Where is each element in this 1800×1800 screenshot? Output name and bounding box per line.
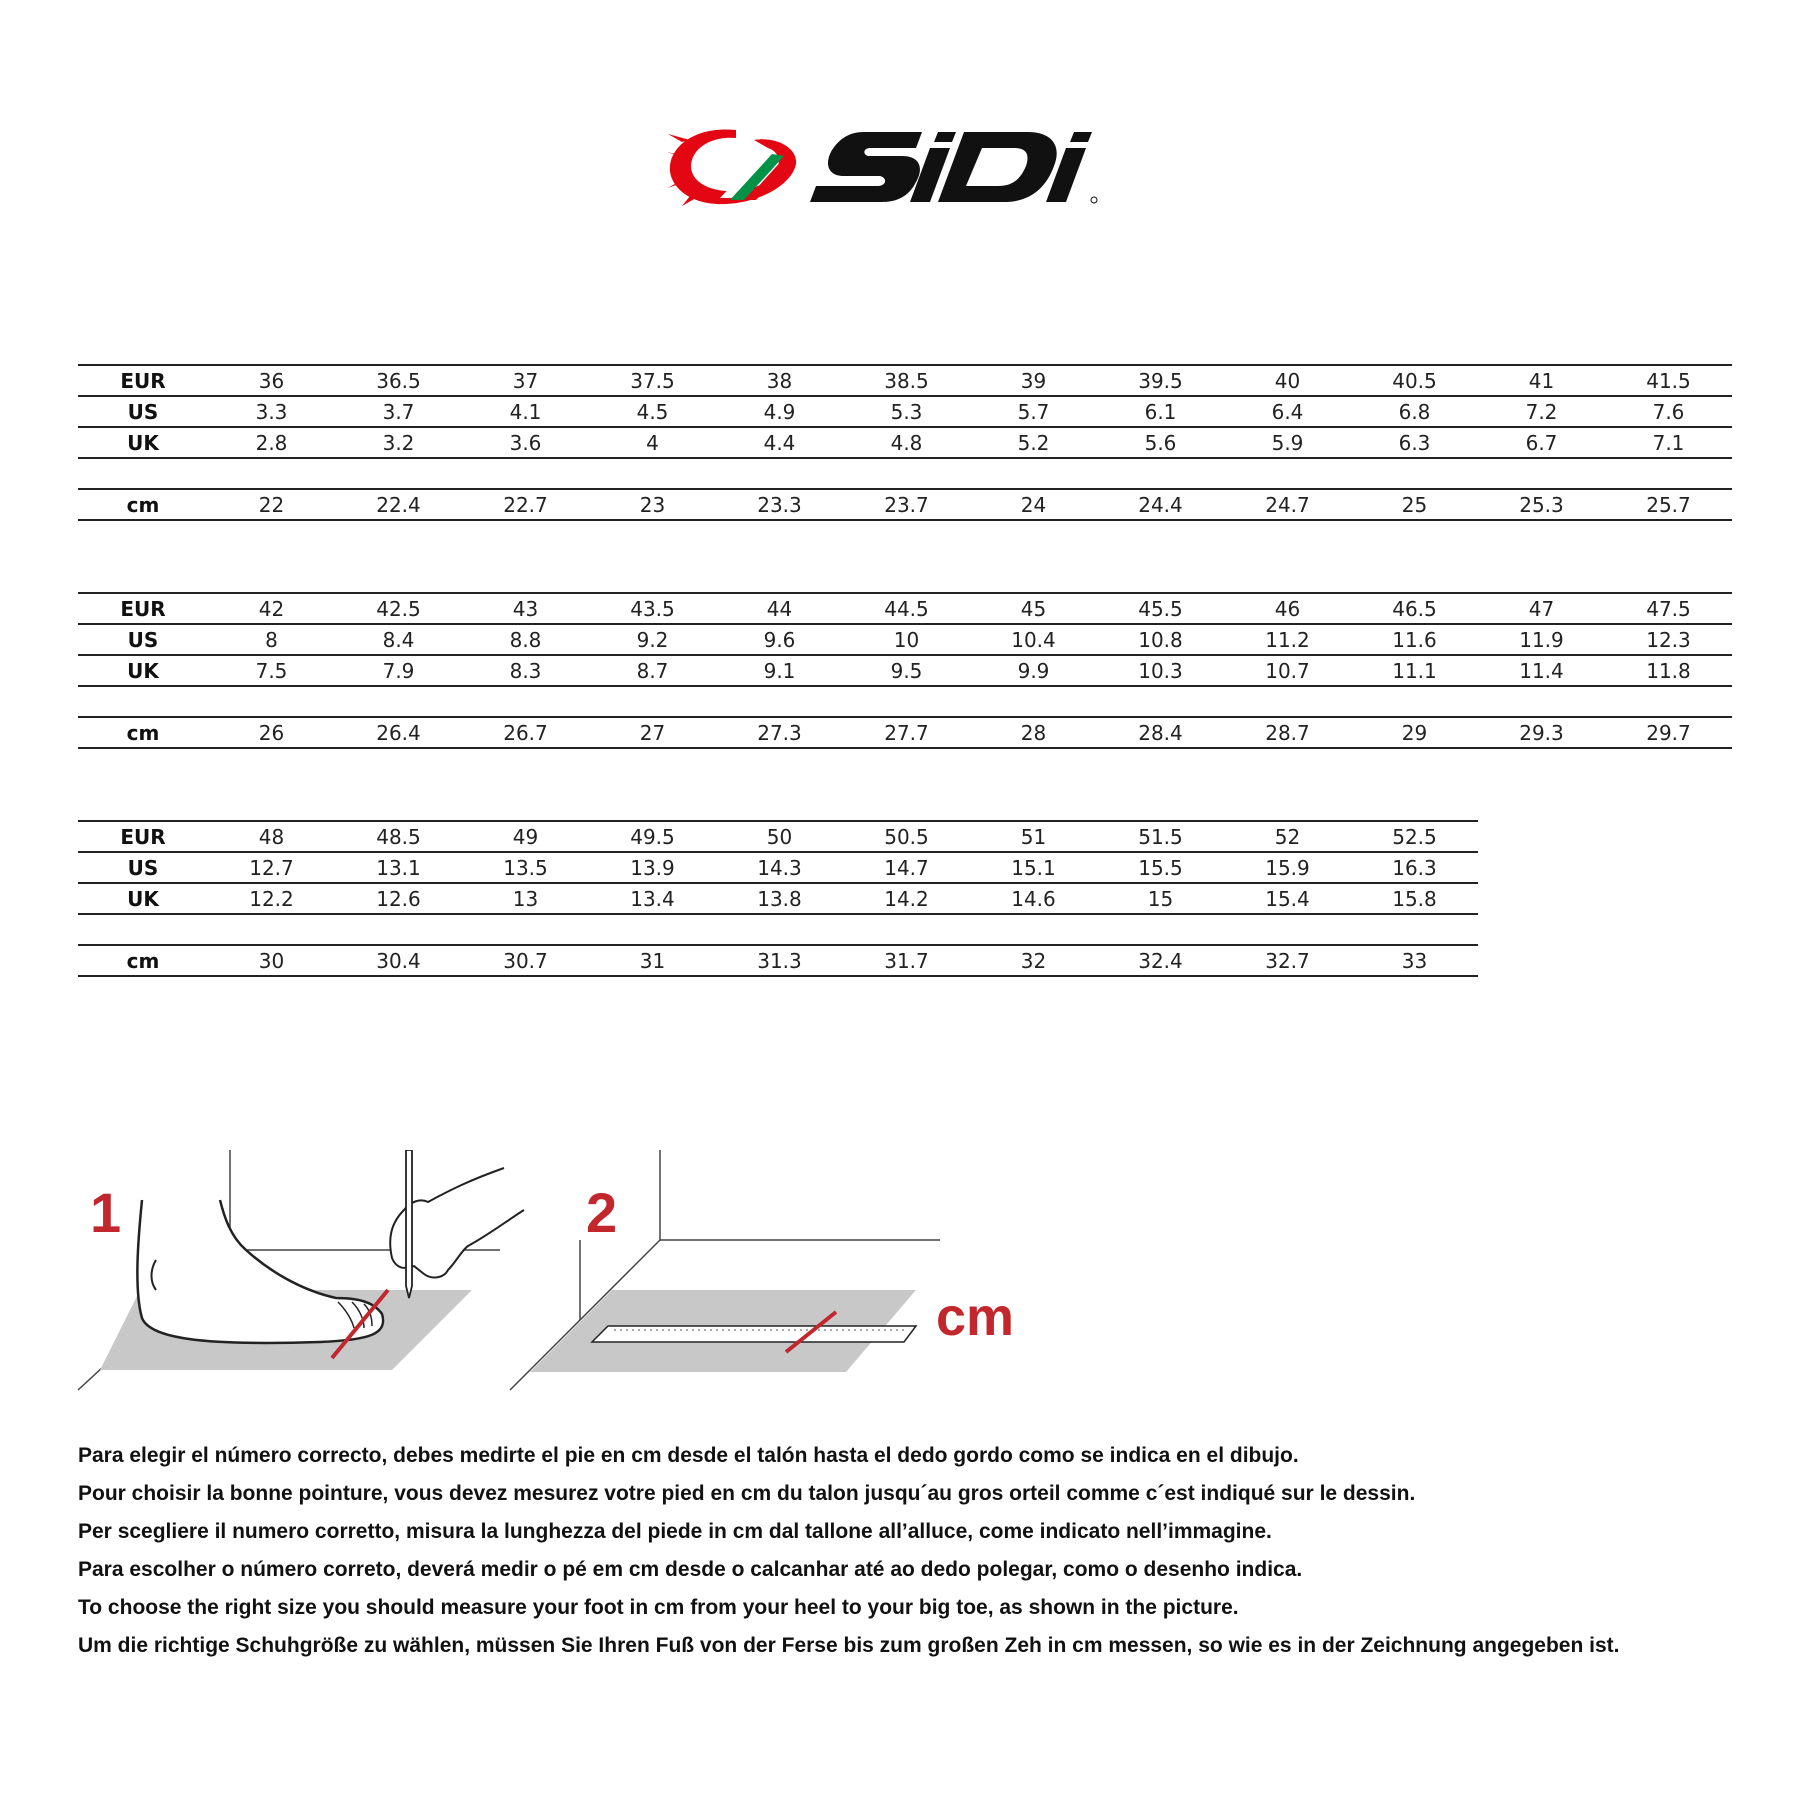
cell: 13.8 (716, 883, 843, 914)
cell: 7.6 (1605, 396, 1732, 427)
cell: 15.8 (1351, 883, 1478, 914)
cell: 47 (1478, 593, 1605, 624)
cell: 29.7 (1605, 717, 1732, 748)
cell: 42.5 (335, 593, 462, 624)
row-label-us: US (78, 396, 208, 427)
cell: 36 (208, 365, 335, 396)
cell: 13.5 (462, 852, 589, 883)
cell: 5.2 (970, 427, 1097, 458)
cell: 10.7 (1224, 655, 1351, 686)
cell: 40.5 (1351, 365, 1478, 396)
cell: 5.3 (843, 396, 970, 427)
cell: 32.4 (1097, 945, 1224, 976)
instruction-de: Um die richtige Schuhgröße zu wählen, müssen Sie Ihren Fuß von der Ferse bis zum großen Zeh in cm messen, so wie es in der Zeichnung angegeben ist. (78, 1634, 1620, 1657)
cell: 46.5 (1351, 593, 1478, 624)
cell: 10.3 (1097, 655, 1224, 686)
cell: 14.2 (843, 883, 970, 914)
cm-row (78, 717, 1732, 748)
cell: 6.4 (1224, 396, 1351, 427)
instruction-pt: Para escolher o número correto, deverá medir o pé em cm desde o calcanhar até ao dedo polegar, como o desenho indica. (78, 1558, 1303, 1581)
cell: 25.3 (1478, 489, 1605, 520)
cell: 45 (970, 593, 1097, 624)
cell: 29.3 (1478, 717, 1605, 748)
row-label-eur: EUR (78, 365, 208, 396)
cm-row (78, 945, 1478, 976)
row-label-eur: EUR (78, 593, 208, 624)
cell: 32.7 (1224, 945, 1351, 976)
cell: 6.7 (1478, 427, 1605, 458)
cell: 9.2 (589, 624, 716, 655)
cell: 23.3 (716, 489, 843, 520)
cell: 14.6 (970, 883, 1097, 914)
cell: 2.8 (208, 427, 335, 458)
cell: 8.3 (462, 655, 589, 686)
row-label-cm: cm (78, 945, 208, 976)
cell: 11.9 (1478, 624, 1605, 655)
cell: 39.5 (1097, 365, 1224, 396)
cell: 50 (716, 821, 843, 852)
cell: 5.7 (970, 396, 1097, 427)
cell: 7.1 (1605, 427, 1732, 458)
cell: 4.4 (716, 427, 843, 458)
ruler-measure-illustration-icon (510, 1150, 940, 1390)
us-row (78, 624, 1732, 655)
eur-row (78, 593, 1732, 624)
cell: 41 (1478, 365, 1605, 396)
cell: 14.3 (716, 852, 843, 883)
sidi-swirl-logo-icon (668, 122, 1128, 212)
cell: 26.4 (335, 717, 462, 748)
cell: 8.7 (589, 655, 716, 686)
measuring-illustration (70, 1150, 1070, 1410)
cell: 31 (589, 945, 716, 976)
cell: 13.9 (589, 852, 716, 883)
cell: 6.3 (1351, 427, 1478, 458)
cell: 15 (1097, 883, 1224, 914)
cell: 3.3 (208, 396, 335, 427)
cell: 4.9 (716, 396, 843, 427)
unit-label-cm: cm (936, 1287, 1015, 1347)
cell: 4.8 (843, 427, 970, 458)
cell: 3.2 (335, 427, 462, 458)
row-label-uk: UK (78, 427, 208, 458)
cell: 24.4 (1097, 489, 1224, 520)
instruction-fr: Pour choisir la bonne pointure, vous devez mesurez votre pied en cm du talon jusqu´au gros orteil comme c´est indiqué sur le dessin. (78, 1482, 1416, 1505)
cell: 10.8 (1097, 624, 1224, 655)
cell: 5.6 (1097, 427, 1224, 458)
cell: 13.1 (335, 852, 462, 883)
cell: 26.7 (462, 717, 589, 748)
cell: 52.5 (1351, 821, 1478, 852)
cm-row (78, 489, 1732, 520)
cell: 7.2 (1478, 396, 1605, 427)
cell: 6.1 (1097, 396, 1224, 427)
row-label-eur: EUR (78, 821, 208, 852)
cell: 49.5 (589, 821, 716, 852)
row-label-cm: cm (78, 489, 208, 520)
cell: 33 (1351, 945, 1478, 976)
cell: 10 (843, 624, 970, 655)
size-table-3 (78, 820, 1478, 977)
cell: 7.9 (335, 655, 462, 686)
cell: 15.4 (1224, 883, 1351, 914)
cell: 8 (208, 624, 335, 655)
cell: 36.5 (335, 365, 462, 396)
cell: 25.7 (1605, 489, 1732, 520)
cell: 48.5 (335, 821, 462, 852)
cell: 12.6 (335, 883, 462, 914)
cell: 24 (970, 489, 1097, 520)
uk-row (78, 883, 1478, 914)
cell: 13 (462, 883, 589, 914)
cell: 29 (1351, 717, 1478, 748)
cell: 22.7 (462, 489, 589, 520)
cell: 37.5 (589, 365, 716, 396)
row-label-uk: UK (78, 883, 208, 914)
cell: 4 (589, 427, 716, 458)
us-row (78, 396, 1732, 427)
cell: 24.7 (1224, 489, 1351, 520)
cell: 31.7 (843, 945, 970, 976)
cell: 38 (716, 365, 843, 396)
cell: 46 (1224, 593, 1351, 624)
cell: 30 (208, 945, 335, 976)
cell: 23 (589, 489, 716, 520)
cell: 26 (208, 717, 335, 748)
cell: 32 (970, 945, 1097, 976)
cell: 9.5 (843, 655, 970, 686)
cell: 25 (1351, 489, 1478, 520)
step-2-number: 2 (586, 1181, 618, 1244)
cell: 12.2 (208, 883, 335, 914)
cell: 27.3 (716, 717, 843, 748)
spacer-row (78, 686, 1732, 717)
cell: 43.5 (589, 593, 716, 624)
cell: 51 (970, 821, 1097, 852)
cell: 30.4 (335, 945, 462, 976)
cell: 12.7 (208, 852, 335, 883)
row-label-uk: UK (78, 655, 208, 686)
cell: 5.9 (1224, 427, 1351, 458)
cell: 28.4 (1097, 717, 1224, 748)
cell: 16.3 (1351, 852, 1478, 883)
cell: 15.9 (1224, 852, 1351, 883)
cell: 52 (1224, 821, 1351, 852)
cell: 40 (1224, 365, 1351, 396)
eur-row (78, 821, 1478, 852)
cell: 11.2 (1224, 624, 1351, 655)
cell: 38.5 (843, 365, 970, 396)
step-1-number: 1 (90, 1181, 122, 1244)
cell: 11.4 (1478, 655, 1605, 686)
cell: 8.8 (462, 624, 589, 655)
cell: 30.7 (462, 945, 589, 976)
foot-measure-illustration-icon (78, 1150, 524, 1390)
instruction-it: Per scegliere il numero corretto, misura la lunghezza del piede in cm dal tallone all’alluce, come indicato nell’immagine. (78, 1520, 1272, 1543)
cell: 22.4 (335, 489, 462, 520)
cell: 47.5 (1605, 593, 1732, 624)
instructions-list (78, 1437, 1619, 1665)
cell: 3.6 (462, 427, 589, 458)
cell: 27 (589, 717, 716, 748)
cell: 6.8 (1351, 396, 1478, 427)
row-label-cm: cm (78, 717, 208, 748)
cell: 31.3 (716, 945, 843, 976)
cell: 23.7 (843, 489, 970, 520)
cell: 14.7 (843, 852, 970, 883)
size-table-2 (78, 592, 1732, 749)
cell: 44 (716, 593, 843, 624)
cell: 51.5 (1097, 821, 1224, 852)
cell: 7.5 (208, 655, 335, 686)
cell: 49 (462, 821, 589, 852)
cell: 42 (208, 593, 335, 624)
cell: 15.1 (970, 852, 1097, 883)
cell: 39 (970, 365, 1097, 396)
cell: 11.8 (1605, 655, 1732, 686)
cell: 10.4 (970, 624, 1097, 655)
cell: 4.1 (462, 396, 589, 427)
cell: 44.5 (843, 593, 970, 624)
cell: 11.1 (1351, 655, 1478, 686)
cell: 41.5 (1605, 365, 1732, 396)
cell: 3.7 (335, 396, 462, 427)
instruction-en: To choose the right size you should measure your foot in cm from your heel to your big toe, as shown in the picture. (78, 1596, 1239, 1619)
cell: 11.6 (1351, 624, 1478, 655)
cell: 13.4 (589, 883, 716, 914)
row-label-us: US (78, 624, 208, 655)
cell: 8.4 (335, 624, 462, 655)
cell: 28 (970, 717, 1097, 748)
eur-row (78, 365, 1732, 396)
cell: 43 (462, 593, 589, 624)
cell: 28.7 (1224, 717, 1351, 748)
sidi-logo (668, 122, 1128, 212)
cell: 4.5 (589, 396, 716, 427)
cell: 15.5 (1097, 852, 1224, 883)
cell: 50.5 (843, 821, 970, 852)
cell: 9.1 (716, 655, 843, 686)
spacer-row (78, 458, 1732, 489)
uk-row (78, 655, 1732, 686)
cell: 45.5 (1097, 593, 1224, 624)
cell: 9.9 (970, 655, 1097, 686)
cell: 48 (208, 821, 335, 852)
us-row (78, 852, 1478, 883)
uk-row (78, 427, 1732, 458)
cell: 9.6 (716, 624, 843, 655)
instruction-es: Para elegir el número correcto, debes medirte el pie en cm desde el talón hasta el dedo gordo como se indica en el dibujo. (78, 1444, 1299, 1467)
cell: 22 (208, 489, 335, 520)
cell: 12.3 (1605, 624, 1732, 655)
size-table-1 (78, 364, 1732, 521)
spacer-row (78, 914, 1478, 945)
cell: 37 (462, 365, 589, 396)
cell: 27.7 (843, 717, 970, 748)
row-label-us: US (78, 852, 208, 883)
